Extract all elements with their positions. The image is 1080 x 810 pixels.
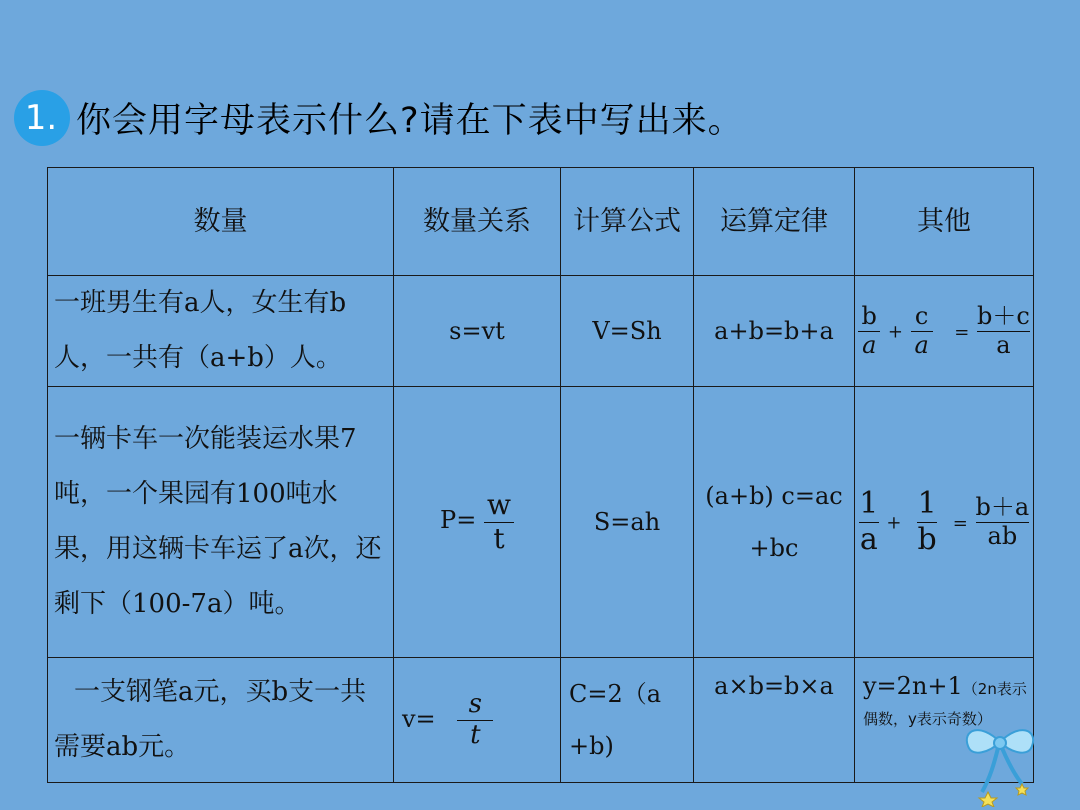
header-law: 运算定律 — [694, 168, 855, 276]
other-cell: y=2n+1（2n表示 偶数，y表示奇数） — [855, 658, 1034, 783]
table-row — [48, 658, 1034, 783]
law-cell: a+b=b+a — [694, 276, 855, 387]
fraction: $\frac{1}{a}$ — [859, 486, 879, 557]
fraction: $\frac{w}{t}$ — [484, 489, 514, 554]
fraction: $\frac{s}{t}$ — [457, 690, 493, 751]
ribbon-bow-decoration — [960, 712, 1040, 807]
fraction: $\frac{b+a}{ab}$ — [975, 492, 1030, 550]
table-row — [48, 276, 1034, 387]
table-row — [48, 387, 1034, 658]
law-cell: (a+b) c=ac +bc — [694, 387, 855, 658]
relation-cell: s=vt — [394, 276, 561, 387]
fraction: $\frac{b+c}{a}$ — [976, 301, 1030, 359]
question-number-badge: 1. — [14, 90, 70, 146]
quantity-cell: 一班男生有a人，女生有b人，一共有（a+b）人。 — [48, 276, 394, 387]
fraction: $\frac{b}{a}$ — [858, 303, 880, 359]
quantity-cell: 一支钢笔a元，买b支一共需要ab元。 — [48, 658, 394, 783]
letter-expression-table — [47, 167, 1034, 783]
header-relation: 数量关系 — [394, 168, 561, 276]
relation-cell: P= $\frac{w}{t}$ — [394, 387, 561, 658]
formula-cell: S=ah — [561, 387, 694, 658]
law-cell: a×b=b×a — [694, 658, 855, 783]
quantity-cell: 一辆卡车一次能装运水果7吨，一个果园有100吨水果，用这辆卡车运了a次，还剩下（100-7a）吨。 — [48, 387, 394, 658]
header-other: 其他 — [855, 168, 1034, 276]
header-row — [48, 168, 1034, 276]
header-quantity: 数量 — [48, 168, 394, 276]
relation-cell: v= $\frac{s}{t}$ — [394, 658, 561, 783]
title-text: 你会用字母表示什么?请在下表中写出来。 — [76, 101, 744, 141]
other-cell: $\frac{1}{a}$ + $\frac{1}{b}$ = $\frac{b+a}{ab}$ — [855, 387, 1034, 658]
slide-title — [14, 88, 744, 148]
fraction: $\frac{c}{a}$ — [911, 303, 933, 359]
formula-cell: C=2（a +b) — [561, 658, 694, 783]
fraction: $\frac{1}{b}$ — [917, 486, 937, 557]
formula-cell: V=Sh — [561, 276, 694, 387]
header-formula: 计算公式 — [561, 168, 694, 276]
other-cell: $\frac{b}{a}$ + $\frac{c}{a}$ = $\frac{b+c}{a}$ — [855, 276, 1034, 387]
